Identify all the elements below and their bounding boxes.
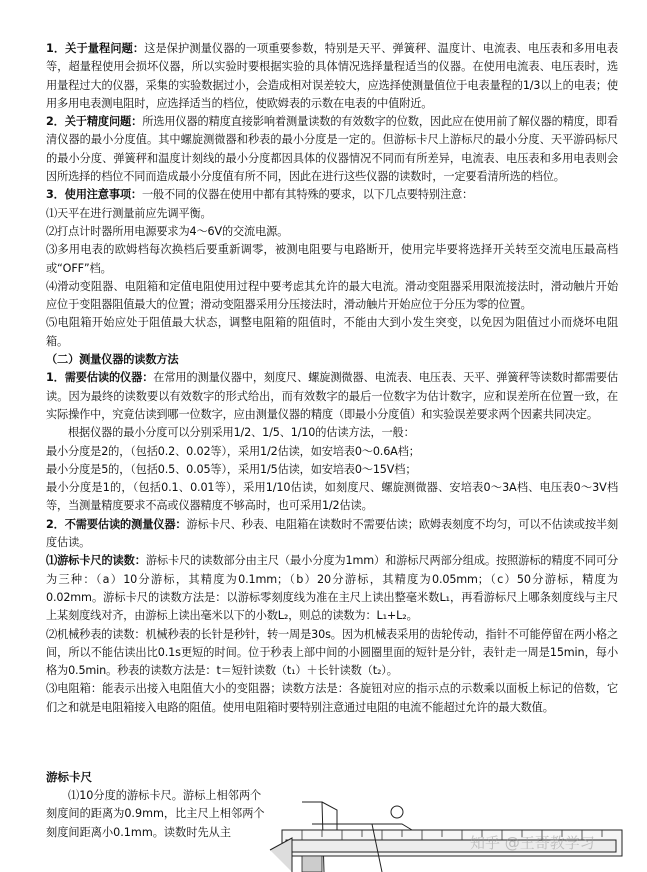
paragraph-range [46, 40, 618, 113]
item-text: 游标卡尺的读数部分由主尺（最小分度为1mm）和游标尺两部分组成。按照游标的精度不同可分为三种：（a）10分游标，其精度为0.1mm；（b）20分游标，其精度为0.05mm；（c）50分游标，精度为0.02mm。游标卡尺的读数方法是：以游标零刻度线为准在主尺上读出整毫米数L₁，再看游标尺上哪条刻度线与主尺上某刻度线对齐，由游标上读出毫米以下的小数L₂，则总的读数为：L₁+L₂。 [46, 554, 619, 623]
vernier-text-block [46, 787, 266, 842]
item-label: ⑵机械秒表的读数： [46, 627, 146, 641]
case-item: 最小分度是5的，（包括0.5、0.05等），采用1/5估读，如安培表0～15V档； [46, 462, 417, 476]
reading-item [46, 552, 618, 625]
note-item: ⑴天平在进行测量前应先调平衡。 [46, 206, 212, 220]
vernier-text: ⑴10分度的游标卡尺。游标上相邻两个刻度间的距离为0.9mm，比主尺上相邻两个刻度间距离小0.1mm。读数时先从主 [46, 789, 265, 839]
section-title: （二）测量仪器的读数方法 [46, 353, 179, 367]
paragraph-label: 1．关于量程问题： [46, 42, 145, 55]
paragraph-precision [46, 113, 618, 186]
document-body [46, 40, 618, 717]
paragraph-text: 一般不同的仪器在使用中都有其特殊的要求，以下几点要特别注意： [141, 188, 474, 202]
reading-item [46, 680, 618, 717]
paragraph-text: 游标卡尺、秒表、电阻箱在读数时不需要估读；欧姆表刻度不均匀，可以不估读或按半刻度估读。 [46, 517, 618, 550]
reading-item [46, 626, 618, 681]
vernier-caliper-illustration [262, 790, 632, 872]
paragraph-no-estimate [46, 516, 618, 553]
paragraph-label: 1．需要估读的仪器： [46, 371, 154, 385]
item-text: 能表示出接入电阻值大小的变阻器；读数方法是：各旋钮对应的指示点的示数乘以面板上标记的倍数，它们之和就是电阻箱接入电路的阻值。使用电阻箱时要特别注意通过电阻的电流不能超过允许的最大数值。 [46, 682, 618, 714]
note-item: ⑵打点计时器所用电源要求为4～6V的交流电源。 [46, 224, 289, 238]
paragraph-intro: 根据仪器的最小分度可以分别采用1/2、1/5、1/10的估读方法，一般： [68, 426, 415, 440]
item-text: 机械秒表的长针是秒针，转一周是30s。因为机械表采用的齿轮传动，指针不可能停留在两小格之间，所以不能估读出比0.1s更短的时间。位于秒表上部中间的小圆圈里面的短针是分针，表针走一周是15min，每小格为0.5min。秒表的读数方法是：t＝短针读数（t₁）＋长针读数（t₂）。 [46, 627, 619, 678]
item-label: ⑴游标卡尺的读数： [46, 554, 146, 568]
paragraph-label: 2．不需要估读的测量仪器： [46, 517, 187, 531]
case-item: 最小分度是1的，（包括0.1、0.01等），采用1/10估读，如刻度尺、螺旋测微器、安培表0～3A档、电压表0～3V档等，当测量精度要求不高或仪器精度不够高时，也可采用1/2估读。 [46, 481, 618, 513]
case-item: 最小分度是2的，（包括0.2、0.02等），采用1/2估读，如安培表0～0.6A档； [46, 444, 420, 458]
paragraph-text: 在常用的测量仪器中，刻度尺、螺旋测微器、电流表、电压表、天平、弹簧秤等读数时都需要估读。因为最终的读数要以有效数字的形式给出，而有效数字的最后一位数字为估计数字，应和误差所在位置一致，在实际操作中，究竟估读到哪一位数字，应由测量仪器的精度（即最小分度值）和实验误差要求两个因素共同决定。 [46, 371, 618, 421]
paragraph-estimate [46, 369, 618, 424]
vernier-title: 游标卡尺 [46, 770, 92, 784]
note-item: ⑷滑动变阻器、电阻箱和定值电阻使用过程中要考虑其允许的最大电流。滑动变阻器采用限流接法时，滑动触片开始应位于变阻器阻值最大的位置；滑动变阻器采用分压接法时，滑动触片开始应位于分压为零的位置。 [46, 279, 618, 312]
watermark: 知乎 @王哥教学习 [470, 834, 595, 852]
paragraph-text: 所选用仪器的精度直接影响着测量读数的有效数字的位数，因此应在使用前了解仪器的精度，即看清仪器的最小分度值。其中螺旋测微器和秒表的最小分度是一定的。但游标卡尺上游标尺的最小分度、天平游码标尺的最小分度、弹簧秤和温度计刻线的最小分度都因具体的仪器情况不同而有所差异，电流表、电压表和多用电表则会因所选择的档位不同而造成最小分度值有所不同，因此在进行这些仪器的读数时，一定要看清所选的档位。 [46, 115, 619, 184]
paragraph-text: 这是保护测量仪器的一项重要参数，特别是天平、弹簧秤、温度计、电流表、电压表和多用电表等，超量程使用会损坏仪器，所以实验时要根据实验的具体情况选择量程适当的仪器。在使用电流表、电压表时，选用量程过大的仪器，采集的实验数据过小，会造成相对误差较大，应选择使测量值位于电表量程的1/3以上的电表；使用多用电表测电阻时，应选择适当的档位，使欧姆表的示数在电表的中值附近。 [46, 42, 619, 110]
paragraph-label: 2．关于精度问题： [46, 115, 143, 129]
note-item: ⑸电阻箱开始应处于阻值最大状态，调整电阻箱的阻值时，不能由大到小发生突变，以免因为阻值过小而烧坏电阻箱。 [46, 316, 618, 348]
paragraph-label: 3．使用注意事项： [46, 188, 142, 202]
note-item: ⑶多用电表的欧姆档每次换档后要重新调零，被测电阻要与电路断开，使用完毕要将选择开关转至交流电压最高档或“OFF”档。 [46, 243, 618, 275]
item-label: ⑶电阻箱： [46, 682, 103, 696]
paragraph-notes [46, 186, 618, 204]
